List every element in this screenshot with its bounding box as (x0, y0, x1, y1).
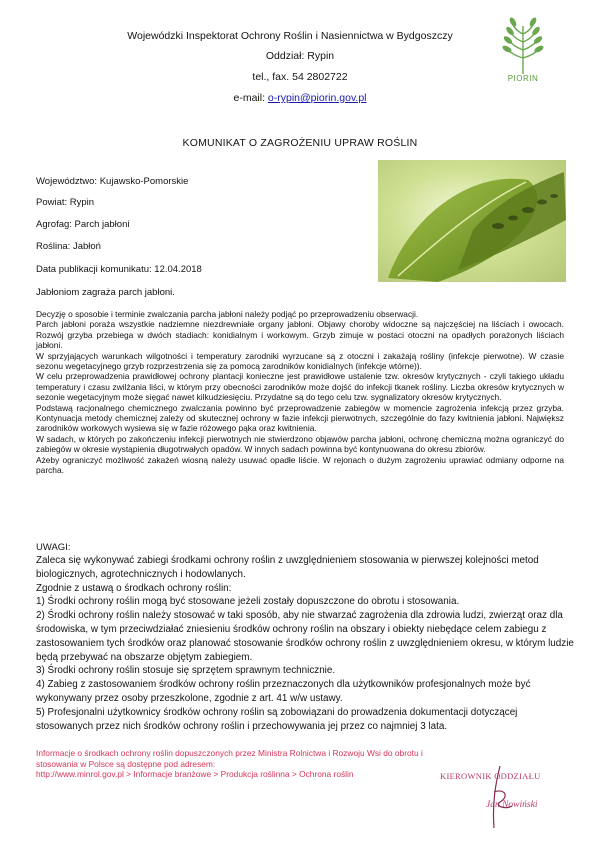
note-item: 4) Zabieg z zastosowaniem środków ochrony roślin przeznaczonych dla użytkowników profesjonalnych może być wykonywany przez osoby przeszkolone, zgodnie z art. 41 w/w ustawy. (36, 679, 531, 704)
body-paragraph: Ażeby ograniczyć możliwość zakażeń wiosną należy usuwać opadłe liście. W rejonach o dużym zagrożeniu uprawiać odmiany odporne na parcha. (36, 454, 564, 476)
handwritten-signature (470, 762, 530, 832)
branch-name: Oddział: Rypin (265, 50, 335, 62)
field-powiat: Powiat: Rypin (36, 197, 95, 208)
email-line (0, 92, 600, 105)
email-label: e-mail: (233, 92, 268, 104)
note-item: 5) Profesjonalni użytkownicy środków ochrony roślin są zobowiązani do prowadzenia dokumentacji dotyczącej stosowanych przez nich środków ochrony roślin i przechowywania jej przez co najmniej 3 lata. (36, 706, 518, 732)
body-paragraph: W sprzyjających warunkach wilgotności i temperatury zarodniki wyrzucane są z otoczni i zakażają rośliny (infekcje pierwotne). W czasie sezonu wegetacyjnego grzyb rozprzestrzenia się za pomocą zarodników konidialnych (infekcje wtórne)). (36, 350, 564, 372)
note-item: 3) Środki ochrony roślin stosuje się sprzętem sprawnym technicznie. (36, 665, 336, 677)
notes-list (36, 554, 576, 733)
note-item: Zaleca się wykonywać zabiegi środkami ochrony roślin z uwzględnieniem stosowania w pierwszej kolejności metod biologicznych, agrotechnicznych i hodowlanych. (36, 555, 539, 580)
phone-fax: tel., fax. 54 2802722 (252, 71, 348, 83)
body-paragraph: W sadach, w których po zakończeniu infekcji pierwotnych nie stwierdzono objawów parcha jabłoni, ochronę chemiczną można ograniczyć do zabiegów w okresie wystąpienia długotrwałych opadów. W innych sadach powinna być kontynuowana do okresu zbiorów. (36, 433, 564, 455)
field-wojewodztwo: Województwo: Kujawsko-Pomorskie (36, 176, 189, 187)
intro-text: Jabłoniom zagraża parch jabłoni. (36, 287, 175, 298)
info-text: Informacje o środkach ochrony roślin dopuszczonych przez Ministra Rolnictwa i Rozwoju Wsi do obrotu i stosowania w Polsce są dostępne pod adresem: (36, 748, 423, 769)
body-paragraph: Podstawą racjonalnego chemicznego zwalczania powinno być przeprowadzenie zabiegów w momencie zagrożenia infekcją przez grzyba. Kontynuacja metody chemicznej zależy od skutecznej ochrony w fazie infekcji pierwotnych, szczególnie do fazy kwitnienia jabłoni. Największ zarodników workowych wysiewa się w fazie różowego pąka oraz kwitnienia. (36, 402, 564, 434)
body-text (36, 309, 564, 476)
stamp-name: Jan Nowiński (486, 800, 538, 810)
info-block (36, 748, 436, 780)
info-link[interactable]: http://www.minrol.gov.pl > Informacje branżowe > Produkcja roślinna > Ochrona roślin (36, 769, 354, 779)
email-link[interactable]: o-rypin@piorin.gov.pl (267, 92, 367, 104)
leaf-photo (378, 160, 566, 282)
page-title: KOMUNIKAT O ZAGROŻENIU UPRAW ROŚLIN (182, 137, 418, 149)
body-paragraph: Parch jabłoni poraża wszystkie nadziemne niezdrewniałe organy jabłoni. Objawy choroby widoczne są najczęściej na liściach i owocach. Rozwój grzyba przebiega w dwóch stadiach: konidialnym i workowym. Grzyb zimuje w postaci otoczni na opadłych porażonych liściach jabłoni. (36, 319, 564, 351)
body-paragraph: Decyzję o sposobie i terminie zwalczania parcha jabłoni należy podjąć po przeprowadzeniu obserwacji. (36, 309, 419, 319)
uwagi-heading: UWAGI: (36, 542, 71, 553)
logo-text: PIORIN (507, 74, 539, 83)
note-item: 1) Środki ochrony roślin mogą być stosowane jeżeli zostały dopuszczone do obrotu i stosowania. (36, 596, 460, 608)
stamp-title: KIEROWNIK ODDZIAŁU (440, 771, 541, 781)
institution-name: Wojewódzki Inspektorat Ochrony Roślin i Nasiennictwa w Bydgoszczy (127, 30, 453, 42)
field-agrofag: Agrofag: Parch jabłoni (36, 219, 130, 230)
body-paragraph: W celu przeprowadzenia prawidłowej ochrony plantacji konieczne jest prawidłowe ustalenie tzw. okresów krytycznych - czyli takiego układu temperatury i czasu zwilżania liści, w którym przy obecności zarodników może dojść do infekcji tkanek rośliny. Liczba okresów krytycznych w sezonie wegetacyjnym może sięgać nawet kilkudziesięciu. Przydatne są do tego celu tzw. sygnalizatory okresów krytycznych. (36, 371, 564, 403)
note-item: Zgodnie z ustawą o środkach ochrony roślin: (36, 582, 232, 594)
field-roslina: Roślina: Jabłoń (36, 241, 101, 252)
field-data-publikacji: Data publikacji komunikatu: 12.04.2018 (36, 264, 202, 275)
note-item: 2) Środki ochrony roślin należy stosować w taki sposób, aby nie stwarzać zagrożenia dla zdrowia ludzi, zwierząt oraz dla środowiska, w tym przeciwdziałać zniesieniu środków ochrony roślin na obszary i obiekty niebędące celem zabiegu z zastosowaniem tych środków oraz planować stosowanie środków ochrony roślin z uwzględnieniem okresu, w którym ludzie będą przebywać na obszarze objętym zabiegiem. (36, 610, 574, 663)
